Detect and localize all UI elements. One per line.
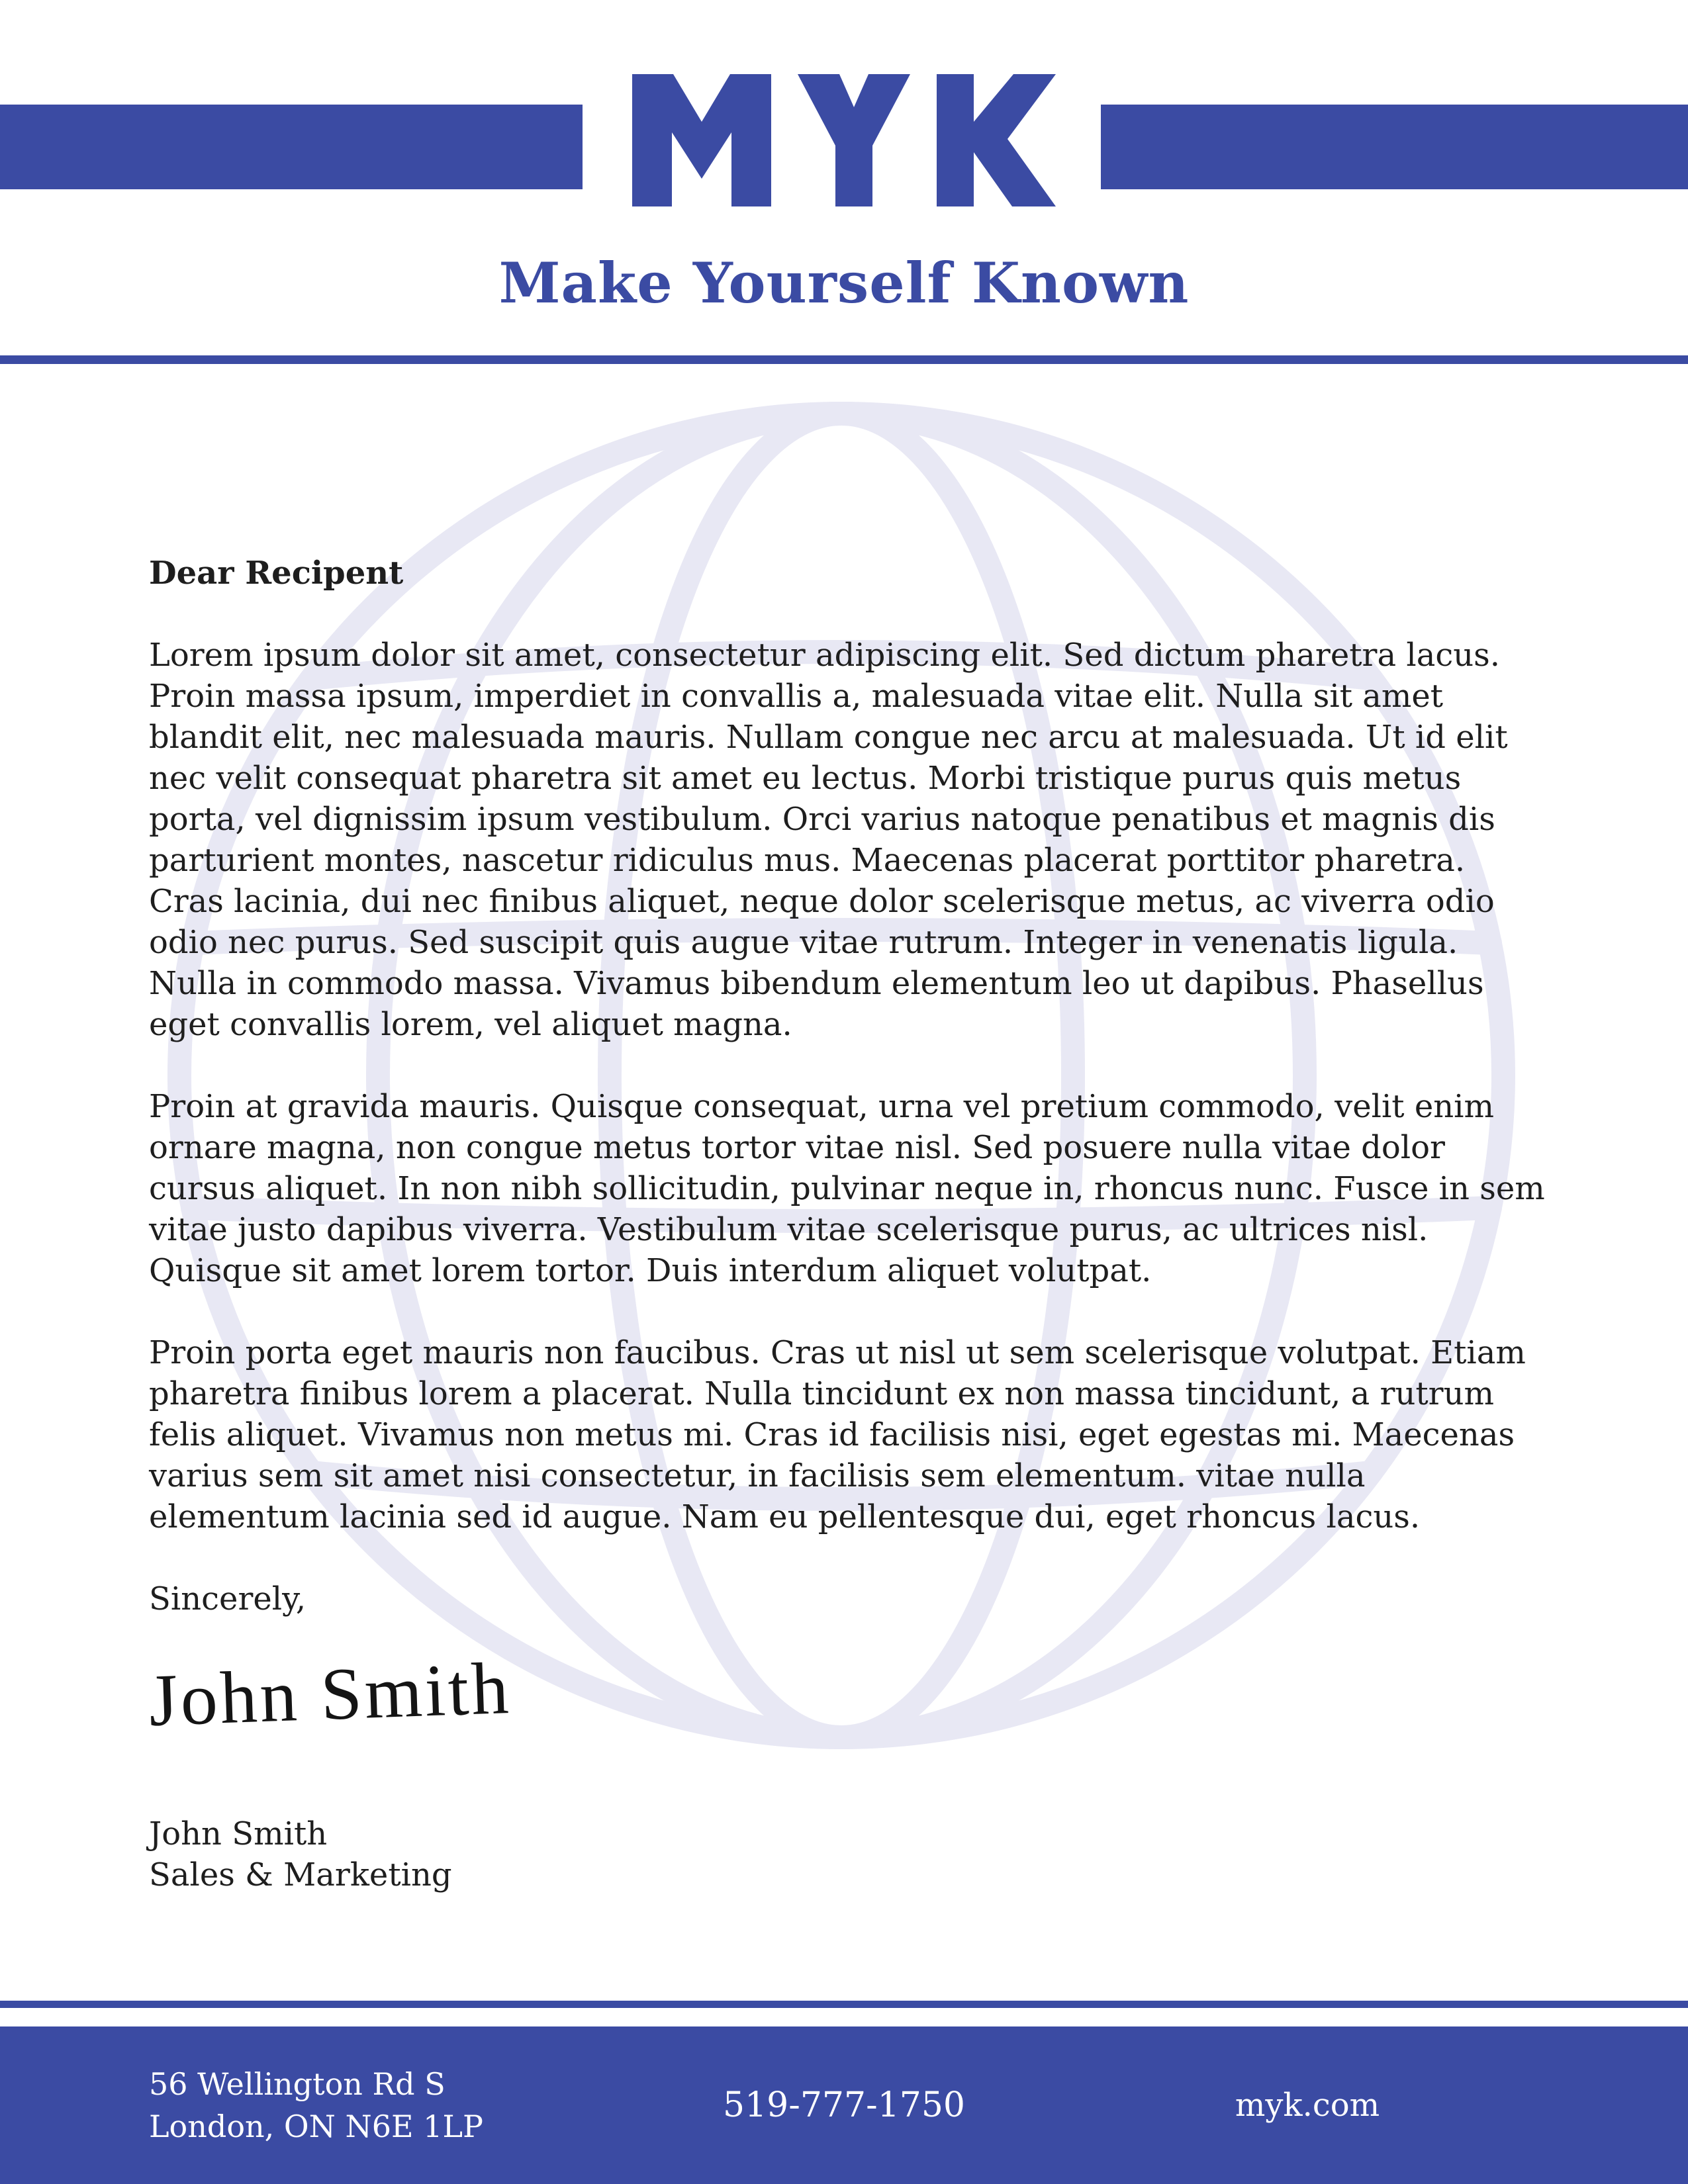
footer-address-line2: London, ON N6E 1LP [149,2109,483,2144]
header-bar-right [1101,105,1688,189]
header-bar-left [0,105,583,189]
salutation: Dear Recipent [149,555,404,592]
myk-logo-text [632,206,633,207]
body-paragraph-3: Proin porta eget mauris non faucibus. Cras ut nisl ut sem scelerisque volutpat. Etiam pharetra finibus lorem a placerat. Nulla tincidunt ex non massa tincidunt, a rutrum felis aliquet. Vivamus non metus mi. Cras id facilisis nisi, eget egestas mi. Maecenas varius sem sit amet nisi consectetur, in facilisis sem elementum. vitae nulla elementum lacinia sed id augue. Nam eu pellentesque dui, eget rhoncus lacus. [149,1334,1526,1535]
footer-address-line1: 56 Wellington Rd S [149,2066,445,2102]
body-paragraph-1: Lorem ipsum dolor sit amet, consectetur adipiscing elit. Sed dictum pharetra lacus. Proin massa ipsum, imperdiet in convallis a, malesuada vitae elit. Nulla sit amet blandit elit, nec malesuada mauris. Nullam congue nec arcu at malesuada. Ut id elit nec velit consequat pharetra sit amet eu lectus. Morbi tristique purus quis metus porta, vel dignissim ipsum vestibulum. Orci varius natoque penatibus et magnis dis parturient montes, nascetur ridiculus mus. Maecenas placerat porttitor pharetra. Cras lacinia, dui nec finibus aliquet, neque dolor scelerisque metus, ac viverra odio odio nec purus. Sed suscipit quis augue vitae rutrum. Integer in venenatis ligula. Nulla in commodo massa. Vivamus bibendum elementum leo ut dapibus. Phasellus eget convallis lorem, vel aliquet magna. [149,637,1508,1043]
sender-title: Sales & Marketing [149,1856,452,1893]
signature: John Smith [147,1647,513,1742]
body-paragraph-2: Proin at gravida mauris. Quisque consequat, urna vel pretium commodo, velit enim ornare magna, non congue metus tortor vitae nisl. Sed posuere nulla vitae dolor cursus aliquet. In non nibh sollicitudin, pulvinar neque in, rhoncus nunc. Fusce in sem vitae justo dapibus viverra. Vestibulum vitae scelerisque purus, ac ultrices nisl. Quisque sit amet lorem tortor. Duis interdum aliquet volutpat. [149,1088,1545,1289]
header-rule [0,355,1688,364]
myk-logo-icon [632,74,1056,206]
footer-phone: 519-777-1750 [723,2085,965,2125]
footer-bar [0,2026,1688,2184]
letter-body [149,553,1549,1895]
footer-address [149,2063,612,2148]
brand-tagline: Make Yourself Known [498,250,1190,316]
sender-block [149,1813,1549,1895]
footer-rule [0,2001,1688,2008]
footer-website: myk.com [1235,2087,1380,2124]
closing: Sincerely, [149,1580,306,1617]
sender-name: John Smith [149,1815,328,1852]
